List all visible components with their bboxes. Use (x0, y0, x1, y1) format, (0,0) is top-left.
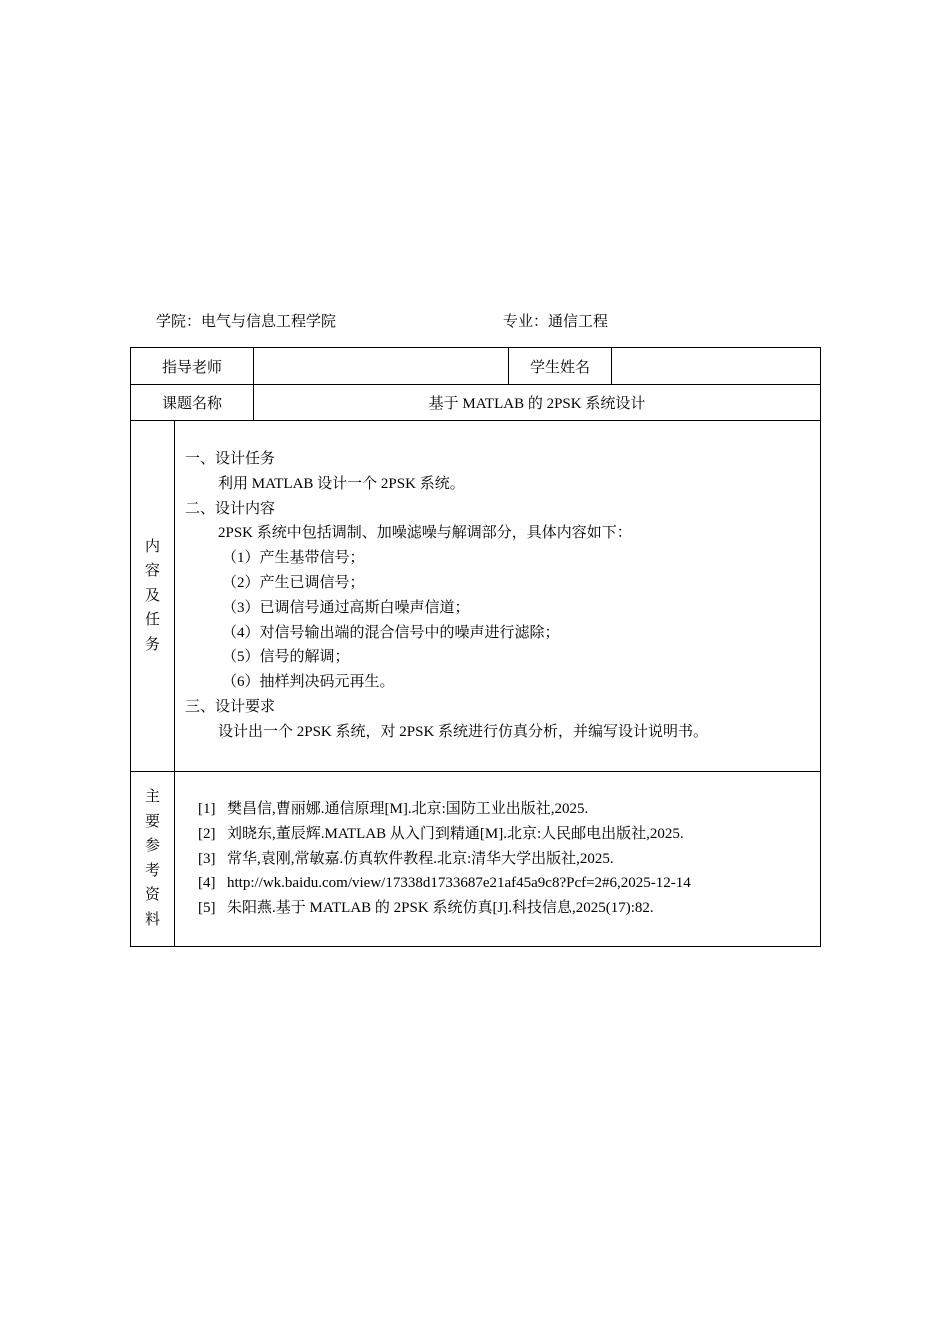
section2-text: 2PSK 系统中包括调制、加噪滤噪与解调部分，具体内容如下： (218, 525, 632, 542)
advisor-row (131, 348, 821, 385)
refs-label-char: 考 (144, 862, 160, 879)
reference-text: 常华,袁刚,常敏嘉.仿真软件教程.北京:清华大学出版社,2025. (227, 850, 614, 867)
reference-number: [1] (198, 801, 216, 818)
reference-item (198, 822, 820, 847)
content-label-char: 务 (144, 636, 160, 653)
content-tasks-label (131, 421, 175, 772)
advisor-value (254, 348, 509, 385)
topic-value: 基于 MATLAB 的 2PSK 系统设计 (254, 385, 821, 421)
content-item: （5）信号的解调； (222, 649, 350, 666)
section1-title: 一、设计任务 (185, 451, 276, 467)
student-name-label: 学生姓名 (509, 348, 612, 385)
refs-label-char: 主 (144, 789, 160, 806)
refs-label-char: 料 (144, 911, 160, 928)
topic-row (131, 385, 821, 421)
refs-label-char: 要 (144, 813, 160, 830)
reference-number: [2] (198, 825, 216, 842)
reference-text: 朱阳燕.基于 MATLAB 的 2PSK 系统仿真[J].科技信息,2025(17):82. (227, 900, 654, 917)
section3-text: 设计出一个 2PSK 系统，对 2PSK 系统进行仿真分析，并编写设计说明书。 (218, 723, 709, 740)
references-row (131, 771, 821, 946)
content-item: （2）产生已调信号； (222, 574, 365, 591)
reference-item (198, 797, 820, 822)
content-label-char: 及 (144, 587, 160, 604)
content-item: （4）对信号输出端的混合信号中的噪声进行滤除； (222, 624, 560, 641)
topic-label: 课题名称 (131, 385, 254, 421)
reference-text: http://wk.baidu.com/view/17338d1733687e21af45a9c8?Pcf=2#6,2025-12-14 (227, 875, 691, 892)
content-body (175, 421, 821, 772)
section1-text: 利用 MATLAB 设计一个 2PSK 系统。 (218, 475, 465, 492)
reference-text: 樊昌信,曹丽娜.通信原理[M].北京:国防工业出版社,2025. (227, 801, 589, 818)
content-item: （1）产生基带信号； (222, 550, 365, 567)
content-label-char: 内 (144, 538, 160, 555)
refs-label-char: 参 (144, 838, 160, 855)
reference-item (198, 847, 820, 872)
major-label: 专业：通信工程 (503, 314, 609, 330)
content-item: （3）已调信号通过高斯白噪声信道； (222, 599, 470, 616)
reference-number: [3] (198, 850, 216, 867)
main-references-label (131, 771, 175, 946)
task-assignment-table (130, 347, 821, 947)
student-name-value (612, 348, 821, 385)
content-item: （6）抽样判决码元再生。 (222, 674, 395, 691)
school-label: 学院：电气与信息工程学院 (156, 314, 337, 330)
content-label-char: 容 (144, 563, 160, 580)
section2-title: 二、设计内容 (185, 500, 276, 517)
section3-title: 三、设计要求 (185, 698, 276, 715)
refs-label-char: 资 (144, 887, 160, 904)
reference-number: [5] (198, 900, 216, 917)
reference-number: [4] (198, 875, 216, 892)
reference-text: 刘晓东,董辰辉.MATLAB 从入门到精通[M].北京:人民邮电出版社,2025. (227, 825, 684, 842)
reference-item (198, 871, 820, 896)
reference-item (198, 896, 820, 921)
references-body (175, 771, 821, 946)
advisor-label: 指导老师 (131, 348, 254, 385)
content-label-char: 任 (144, 612, 160, 629)
content-row (131, 421, 821, 772)
